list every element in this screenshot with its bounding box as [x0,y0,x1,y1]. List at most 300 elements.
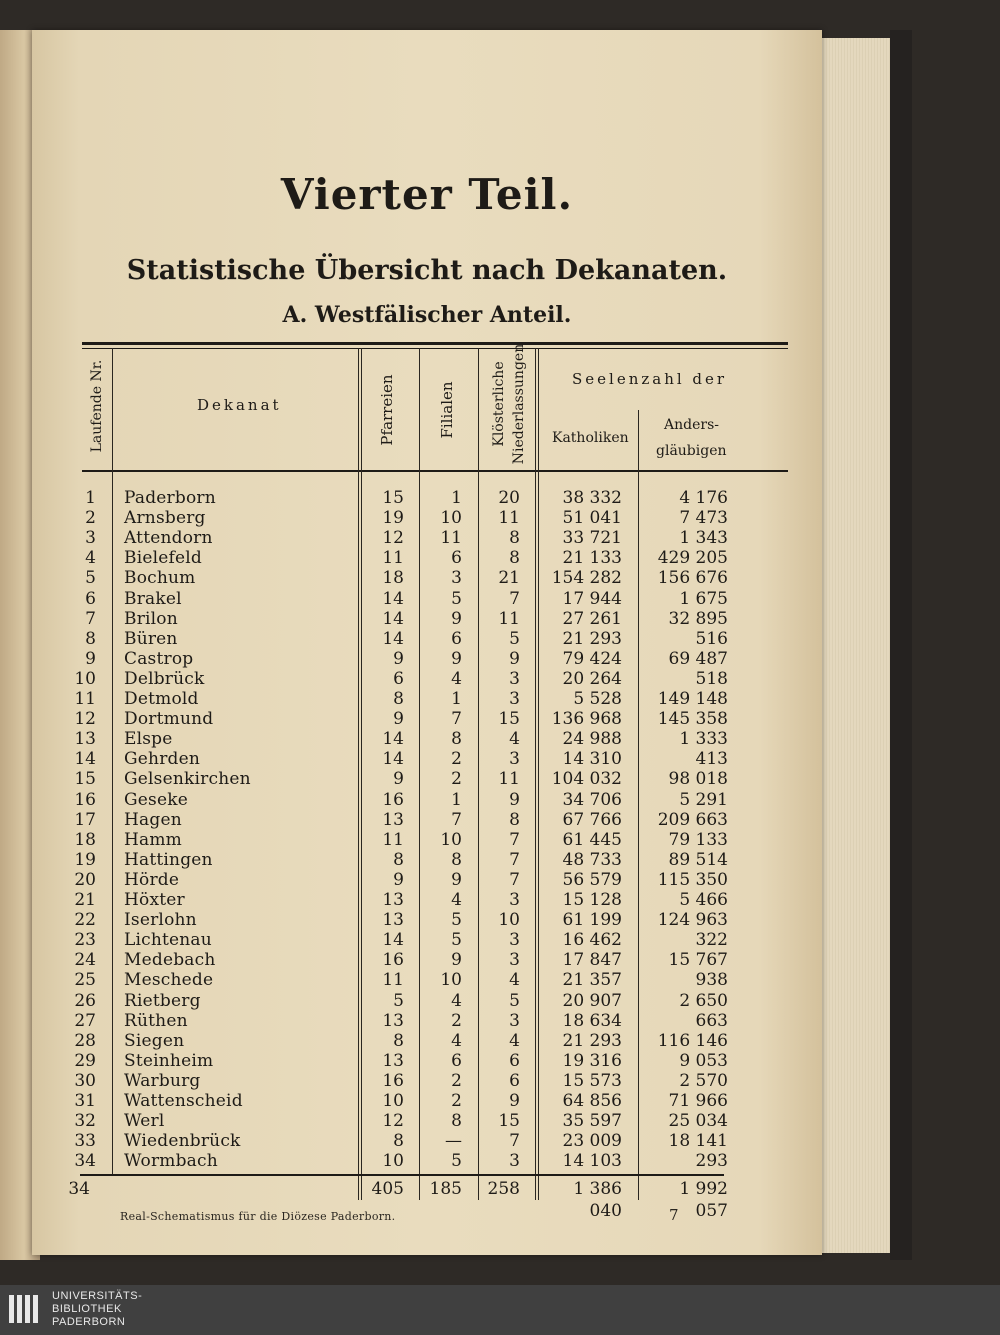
row-dekanat: Warburg [124,1070,201,1091]
total-katholiken: 1 386 040 [573,1179,622,1221]
row-katholiken: 67 766 [562,809,622,830]
table-row [32,508,822,528]
row-katholiken: 35 597 [562,1111,622,1132]
row-filialen: 9 [451,950,462,971]
row-dekanat: Gelsenkirchen [124,769,251,790]
row-niederlassungen: 3 [509,689,520,709]
row-filialen: 2 [451,769,462,790]
row-andersglaeubigen: 1 333 [679,729,728,750]
row-pfarreien: 8 [393,1030,404,1051]
total-nr: 34 [68,1179,90,1199]
row-niederlassungen: 4 [509,729,520,750]
library-name [52,1290,142,1329]
row-katholiken: 14 103 [562,1151,622,1172]
row-niederlassungen: 3 [509,749,520,770]
row-katholiken: 15 128 [562,890,622,910]
row-niederlassungen: 3 [509,950,520,971]
row-niederlassungen: 7 [509,588,520,609]
row-andersglaeubigen: 69 487 [668,648,728,669]
row-andersglaeubigen: 663 [695,1010,728,1031]
header-filialen: Filialen [438,381,456,439]
row-dekanat: Arnsberg [124,508,206,529]
row-nr: 1 [85,488,96,508]
row-nr: 22 [74,910,96,931]
row-andersglaeubigen: 938 [695,970,728,991]
table-row [32,689,822,709]
row-andersglaeubigen: 322 [695,930,728,951]
table-row [32,870,822,890]
total-niederlassungen: 258 [487,1179,520,1199]
row-filialen: 11 [440,528,462,549]
table-top-rule [82,342,788,345]
row-katholiken: 21 133 [562,548,622,569]
row-andersglaeubigen: 7 473 [679,508,728,529]
row-niederlassungen: 9 [509,648,520,669]
row-niederlassungen: 7 [509,849,520,870]
row-niederlassungen: 4 [509,1030,520,1051]
row-filialen: 8 [451,1111,462,1132]
row-nr: 11 [74,689,96,709]
header-glaeubigen: gläubigen [656,443,727,459]
part-title: Vierter Teil. [280,170,574,219]
header-laufende-nr: Laufende Nr. [89,359,105,453]
row-niederlassungen: 8 [509,548,520,569]
row-dekanat: Hamm [124,829,183,850]
row-niederlassungen: 6 [509,1050,520,1071]
row-katholiken: 61 199 [562,910,622,931]
row-andersglaeubigen: 413 [695,749,728,770]
table-row [32,1031,822,1051]
row-nr: 7 [85,608,96,629]
row-pfarreien: 13 [382,1050,404,1071]
table-row [32,790,822,810]
row-pfarreien: 10 [382,1091,404,1111]
row-dekanat: Attendorn [124,528,213,549]
row-filialen: 5 [451,930,462,951]
page-number: 7 [669,1206,679,1224]
row-filialen: 5 [451,1151,462,1172]
row-andersglaeubigen: 9 053 [679,1050,728,1071]
row-nr: 4 [85,548,96,569]
row-katholiken: 23 009 [562,1131,622,1152]
table-row [32,769,822,789]
row-katholiken: 5 528 [573,689,622,709]
row-filialen: 2 [451,749,462,770]
row-filialen: 7 [451,709,462,730]
row-andersglaeubigen: 1 343 [679,528,728,549]
row-nr: 19 [74,849,96,870]
header-katholiken: Katholiken [552,430,629,446]
row-andersglaeubigen: 15 767 [668,950,728,971]
table-row [32,548,822,568]
table-row [32,910,822,930]
row-niederlassungen: 20 [498,488,520,508]
row-niederlassungen: 9 [509,1091,520,1111]
row-katholiken: 15 573 [562,1070,622,1091]
row-pfarreien: 14 [382,588,404,609]
row-filialen: 5 [451,910,462,931]
row-dekanat: Hagen [124,809,182,830]
row-nr: 23 [74,930,96,951]
row-katholiken: 20 264 [562,668,622,689]
row-nr: 34 [74,1151,96,1172]
row-pfarreien: 14 [382,628,404,649]
row-pfarreien: 13 [382,910,404,931]
table-row [32,1071,822,1091]
row-filialen: 6 [451,1050,462,1071]
row-niederlassungen: 7 [509,869,520,890]
row-andersglaeubigen: 5 291 [679,789,728,810]
row-pfarreien: 9 [393,869,404,890]
row-niederlassungen: 3 [509,890,520,910]
row-pfarreien: 9 [393,648,404,669]
row-nr: 25 [74,970,96,991]
row-dekanat: Detmold [124,689,199,709]
table-row [32,991,822,1011]
row-dekanat: Gehrden [124,749,201,770]
row-niederlassungen: 8 [509,809,520,830]
row-pfarreien: 15 [382,488,404,508]
table-row [32,609,822,629]
row-andersglaeubigen: 2 570 [679,1070,728,1091]
row-katholiken: 19 316 [562,1050,622,1071]
row-filialen: 10 [440,829,462,850]
row-pfarreien: 14 [382,729,404,750]
row-filialen: 8 [451,729,462,750]
row-katholiken: 61 445 [562,829,622,850]
row-nr: 13 [74,729,96,750]
row-niederlassungen: 15 [498,1111,520,1132]
row-pfarreien: 14 [382,749,404,770]
row-niederlassungen: 8 [509,528,520,549]
total-andersglaeubigen: 1 992 057 [679,1179,728,1221]
row-andersglaeubigen: 2 650 [679,990,728,1011]
row-katholiken: 24 988 [562,729,622,750]
table-row [32,528,822,548]
table-row [32,890,822,910]
row-filialen: 9 [451,869,462,890]
row-dekanat: Brilon [124,608,178,629]
row-katholiken: 17 944 [562,588,622,609]
row-pfarreien: 16 [382,950,404,971]
row-nr: 15 [74,769,96,790]
row-dekanat: Dortmund [124,709,214,730]
row-nr: 12 [74,709,96,730]
header-kloesterliche: Klösterliche [491,361,507,447]
row-pfarreien: 16 [382,1070,404,1091]
table-row [32,1151,822,1171]
row-dekanat: Medebach [124,950,216,971]
row-andersglaeubigen: 25 034 [668,1111,728,1132]
row-dekanat: Wattenscheid [124,1091,243,1111]
row-pfarreien: 12 [382,1111,404,1132]
row-nr: 24 [74,950,96,971]
row-pfarreien: 8 [393,849,404,870]
row-nr: 27 [74,1010,96,1031]
row-niederlassungen: 3 [509,930,520,951]
book-cover [890,30,912,1260]
row-katholiken: 16 462 [562,930,622,951]
row-andersglaeubigen: 209 663 [657,809,728,830]
row-katholiken: 17 847 [562,950,622,971]
row-dekanat: Hörde [124,869,180,890]
row-pfarreien: 14 [382,608,404,629]
row-dekanat: Rüthen [124,1010,188,1031]
row-pfarreien: 19 [382,508,404,529]
table-row [32,830,822,850]
row-filialen: 6 [451,628,462,649]
row-katholiken: 14 310 [562,749,622,770]
table-row [32,1091,822,1111]
row-katholiken: 27 261 [562,608,622,629]
row-dekanat: Bielefeld [124,548,202,569]
row-niederlassungen: 3 [509,668,520,689]
total-filialen: 185 [429,1179,462,1199]
row-niederlassungen: 10 [498,910,520,931]
row-nr: 17 [74,809,96,830]
row-nr: 26 [74,990,96,1011]
row-filialen: 10 [440,508,462,529]
row-katholiken: 18 634 [562,1010,622,1031]
table-row [32,970,822,990]
row-dekanat: Paderborn [124,488,216,508]
row-dekanat: Werl [124,1111,165,1132]
row-dekanat: Iserlohn [124,910,197,931]
row-andersglaeubigen: 516 [695,628,728,649]
row-niederlassungen: 5 [509,628,520,649]
row-nr: 28 [74,1030,96,1051]
row-niederlassungen: 5 [509,990,520,1011]
row-filialen: 7 [451,809,462,830]
table-row [32,950,822,970]
row-filialen: 1 [451,789,462,810]
table-row [32,629,822,649]
table-row [32,488,822,508]
row-nr: 5 [85,568,96,589]
table-row [32,568,822,588]
row-dekanat: Delbrück [124,668,205,689]
row-katholiken: 21 357 [562,970,622,991]
row-pfarreien: 18 [382,568,404,589]
row-nr: 31 [74,1091,96,1111]
row-katholiken: 51 041 [562,508,622,529]
row-andersglaeubigen: 149 148 [657,689,728,709]
row-dekanat: Meschede [124,970,214,991]
row-dekanat: Wiedenbrück [124,1131,241,1152]
row-nr: 16 [74,789,96,810]
row-filialen: 2 [451,1070,462,1091]
page-edges [822,38,894,1253]
row-andersglaeubigen: 116 146 [657,1030,728,1051]
row-niederlassungen: 7 [509,829,520,850]
row-niederlassungen: 4 [509,970,520,991]
table-row [32,1111,822,1131]
row-filialen: 2 [451,1091,462,1111]
row-katholiken: 21 293 [562,628,622,649]
row-pfarreien: 13 [382,809,404,830]
row-filialen: 10 [440,970,462,991]
row-dekanat: Wormbach [124,1151,218,1172]
library-line-2: BIBLIOTHEK [52,1303,122,1315]
row-filialen: 2 [451,1010,462,1031]
row-dekanat: Hattingen [124,849,213,870]
row-niederlassungen: 21 [498,568,520,589]
row-andersglaeubigen: 115 350 [657,869,728,890]
row-katholiken: 33 721 [562,528,622,549]
row-filialen: 4 [451,990,462,1011]
row-pfarreien: 6 [393,668,404,689]
row-pfarreien: 14 [382,930,404,951]
row-pfarreien: 11 [382,970,404,991]
row-katholiken: 38 332 [562,488,622,508]
table-row [32,649,822,669]
header-seelenzahl: Seelenzahl der [572,370,728,388]
library-line-1: UNIVERSITÄTS- [52,1290,143,1302]
row-niederlassungen: 3 [509,1151,520,1172]
row-andersglaeubigen: 124 963 [657,910,728,931]
row-niederlassungen: 3 [509,1010,520,1031]
row-pfarreien: 11 [382,829,404,850]
row-andersglaeubigen: 145 358 [657,709,728,730]
library-line-3: PADERBORN [52,1316,126,1328]
table-top-rule-thin [82,348,788,349]
total-pfarreien: 405 [371,1179,404,1199]
row-pfarreien: 8 [393,689,404,709]
row-katholiken: 48 733 [562,849,622,870]
row-andersglaeubigen: 32 895 [668,608,728,629]
row-dekanat: Brakel [124,588,182,609]
row-andersglaeubigen: 79 133 [668,829,728,850]
row-pfarreien: 13 [382,890,404,910]
row-nr: 20 [74,869,96,890]
row-niederlassungen: 9 [509,789,520,810]
header-pfarreien: Pfarreien [378,374,396,446]
row-filialen: 4 [451,890,462,910]
row-filialen: 4 [451,1030,462,1051]
row-filialen: — [445,1131,462,1152]
row-katholiken: 34 706 [562,789,622,810]
table-row [32,749,822,769]
table-row [32,709,822,729]
row-nr: 9 [85,648,96,669]
row-niederlassungen: 15 [498,709,520,730]
row-andersglaeubigen: 18 141 [668,1131,728,1152]
table-row [32,1011,822,1031]
page-subtitle: Statistische Übersicht nach Dekanaten. [126,255,728,286]
row-andersglaeubigen: 1 675 [679,588,728,609]
table-row [32,930,822,950]
footer-note: Real-Schematismus für die Diözese Paderborn. [120,1210,396,1223]
row-katholiken: 154 282 [551,568,622,589]
table-row [32,1131,822,1151]
row-dekanat: Bochum [124,568,196,589]
row-nr: 32 [74,1111,96,1132]
row-dekanat: Geseke [124,789,188,810]
row-dekanat: Steinheim [124,1050,214,1071]
row-andersglaeubigen: 429 205 [657,548,728,569]
row-niederlassungen: 6 [509,1070,520,1091]
sum-rule [80,1174,724,1176]
row-katholiken: 21 293 [562,1030,622,1051]
row-filialen: 3 [451,568,462,589]
table-row [32,669,822,689]
row-dekanat: Büren [124,628,178,649]
row-nr: 21 [74,890,96,910]
row-nr: 8 [85,628,96,649]
row-nr: 30 [74,1070,96,1091]
row-niederlassungen: 11 [498,608,520,629]
row-katholiken: 79 424 [562,648,622,669]
row-andersglaeubigen: 5 466 [679,890,728,910]
row-nr: 33 [74,1131,96,1152]
row-filialen: 9 [451,608,462,629]
row-katholiken: 104 032 [551,769,622,790]
row-filialen: 4 [451,668,462,689]
table-row [32,729,822,749]
row-pfarreien: 11 [382,548,404,569]
row-niederlassungen: 7 [509,1131,520,1152]
row-pfarreien: 9 [393,769,404,790]
row-nr: 10 [74,668,96,689]
row-pfarreien: 5 [393,990,404,1011]
row-filialen: 1 [451,689,462,709]
row-katholiken: 64 856 [562,1091,622,1111]
row-pfarreien: 8 [393,1131,404,1152]
row-nr: 29 [74,1050,96,1071]
row-nr: 6 [85,588,96,609]
row-nr: 18 [74,829,96,850]
page [32,30,822,1255]
row-dekanat: Höxter [124,890,185,910]
row-dekanat: Siegen [124,1030,185,1051]
header-anders: Anders- [664,417,719,433]
row-nr: 14 [74,749,96,770]
row-katholiken: 136 968 [551,709,622,730]
row-dekanat: Lichtenau [124,930,212,951]
row-pfarreien: 16 [382,789,404,810]
row-andersglaeubigen: 518 [695,668,728,689]
library-banner [0,1285,1000,1335]
row-dekanat: Elspe [124,729,173,750]
table-row [32,589,822,609]
row-katholiken: 20 907 [562,990,622,1011]
header-bottom-rule [82,470,788,472]
row-niederlassungen: 11 [498,508,520,529]
row-filialen: 8 [451,849,462,870]
row-andersglaeubigen: 89 514 [668,849,728,870]
row-nr: 2 [85,508,96,529]
header-niederlassungen: Niederlassungen [511,343,527,465]
row-pfarreien: 13 [382,1010,404,1031]
row-filialen: 6 [451,548,462,569]
row-andersglaeubigen: 4 176 [679,488,728,508]
row-pfarreien: 9 [393,709,404,730]
row-filialen: 1 [451,488,462,508]
row-katholiken: 56 579 [562,869,622,890]
table-row [32,810,822,830]
row-andersglaeubigen: 156 676 [657,568,728,589]
row-andersglaeubigen: 98 018 [668,769,728,790]
library-logo-icon [8,1293,42,1327]
row-pfarreien: 12 [382,528,404,549]
row-dekanat: Castrop [124,648,194,669]
row-andersglaeubigen: 71 966 [668,1091,728,1111]
row-dekanat: Rietberg [124,990,201,1011]
row-pfarreien: 10 [382,1151,404,1172]
row-nr: 3 [85,528,96,549]
header-dekanat: Dekanat [197,396,282,414]
row-niederlassungen: 11 [498,769,520,790]
